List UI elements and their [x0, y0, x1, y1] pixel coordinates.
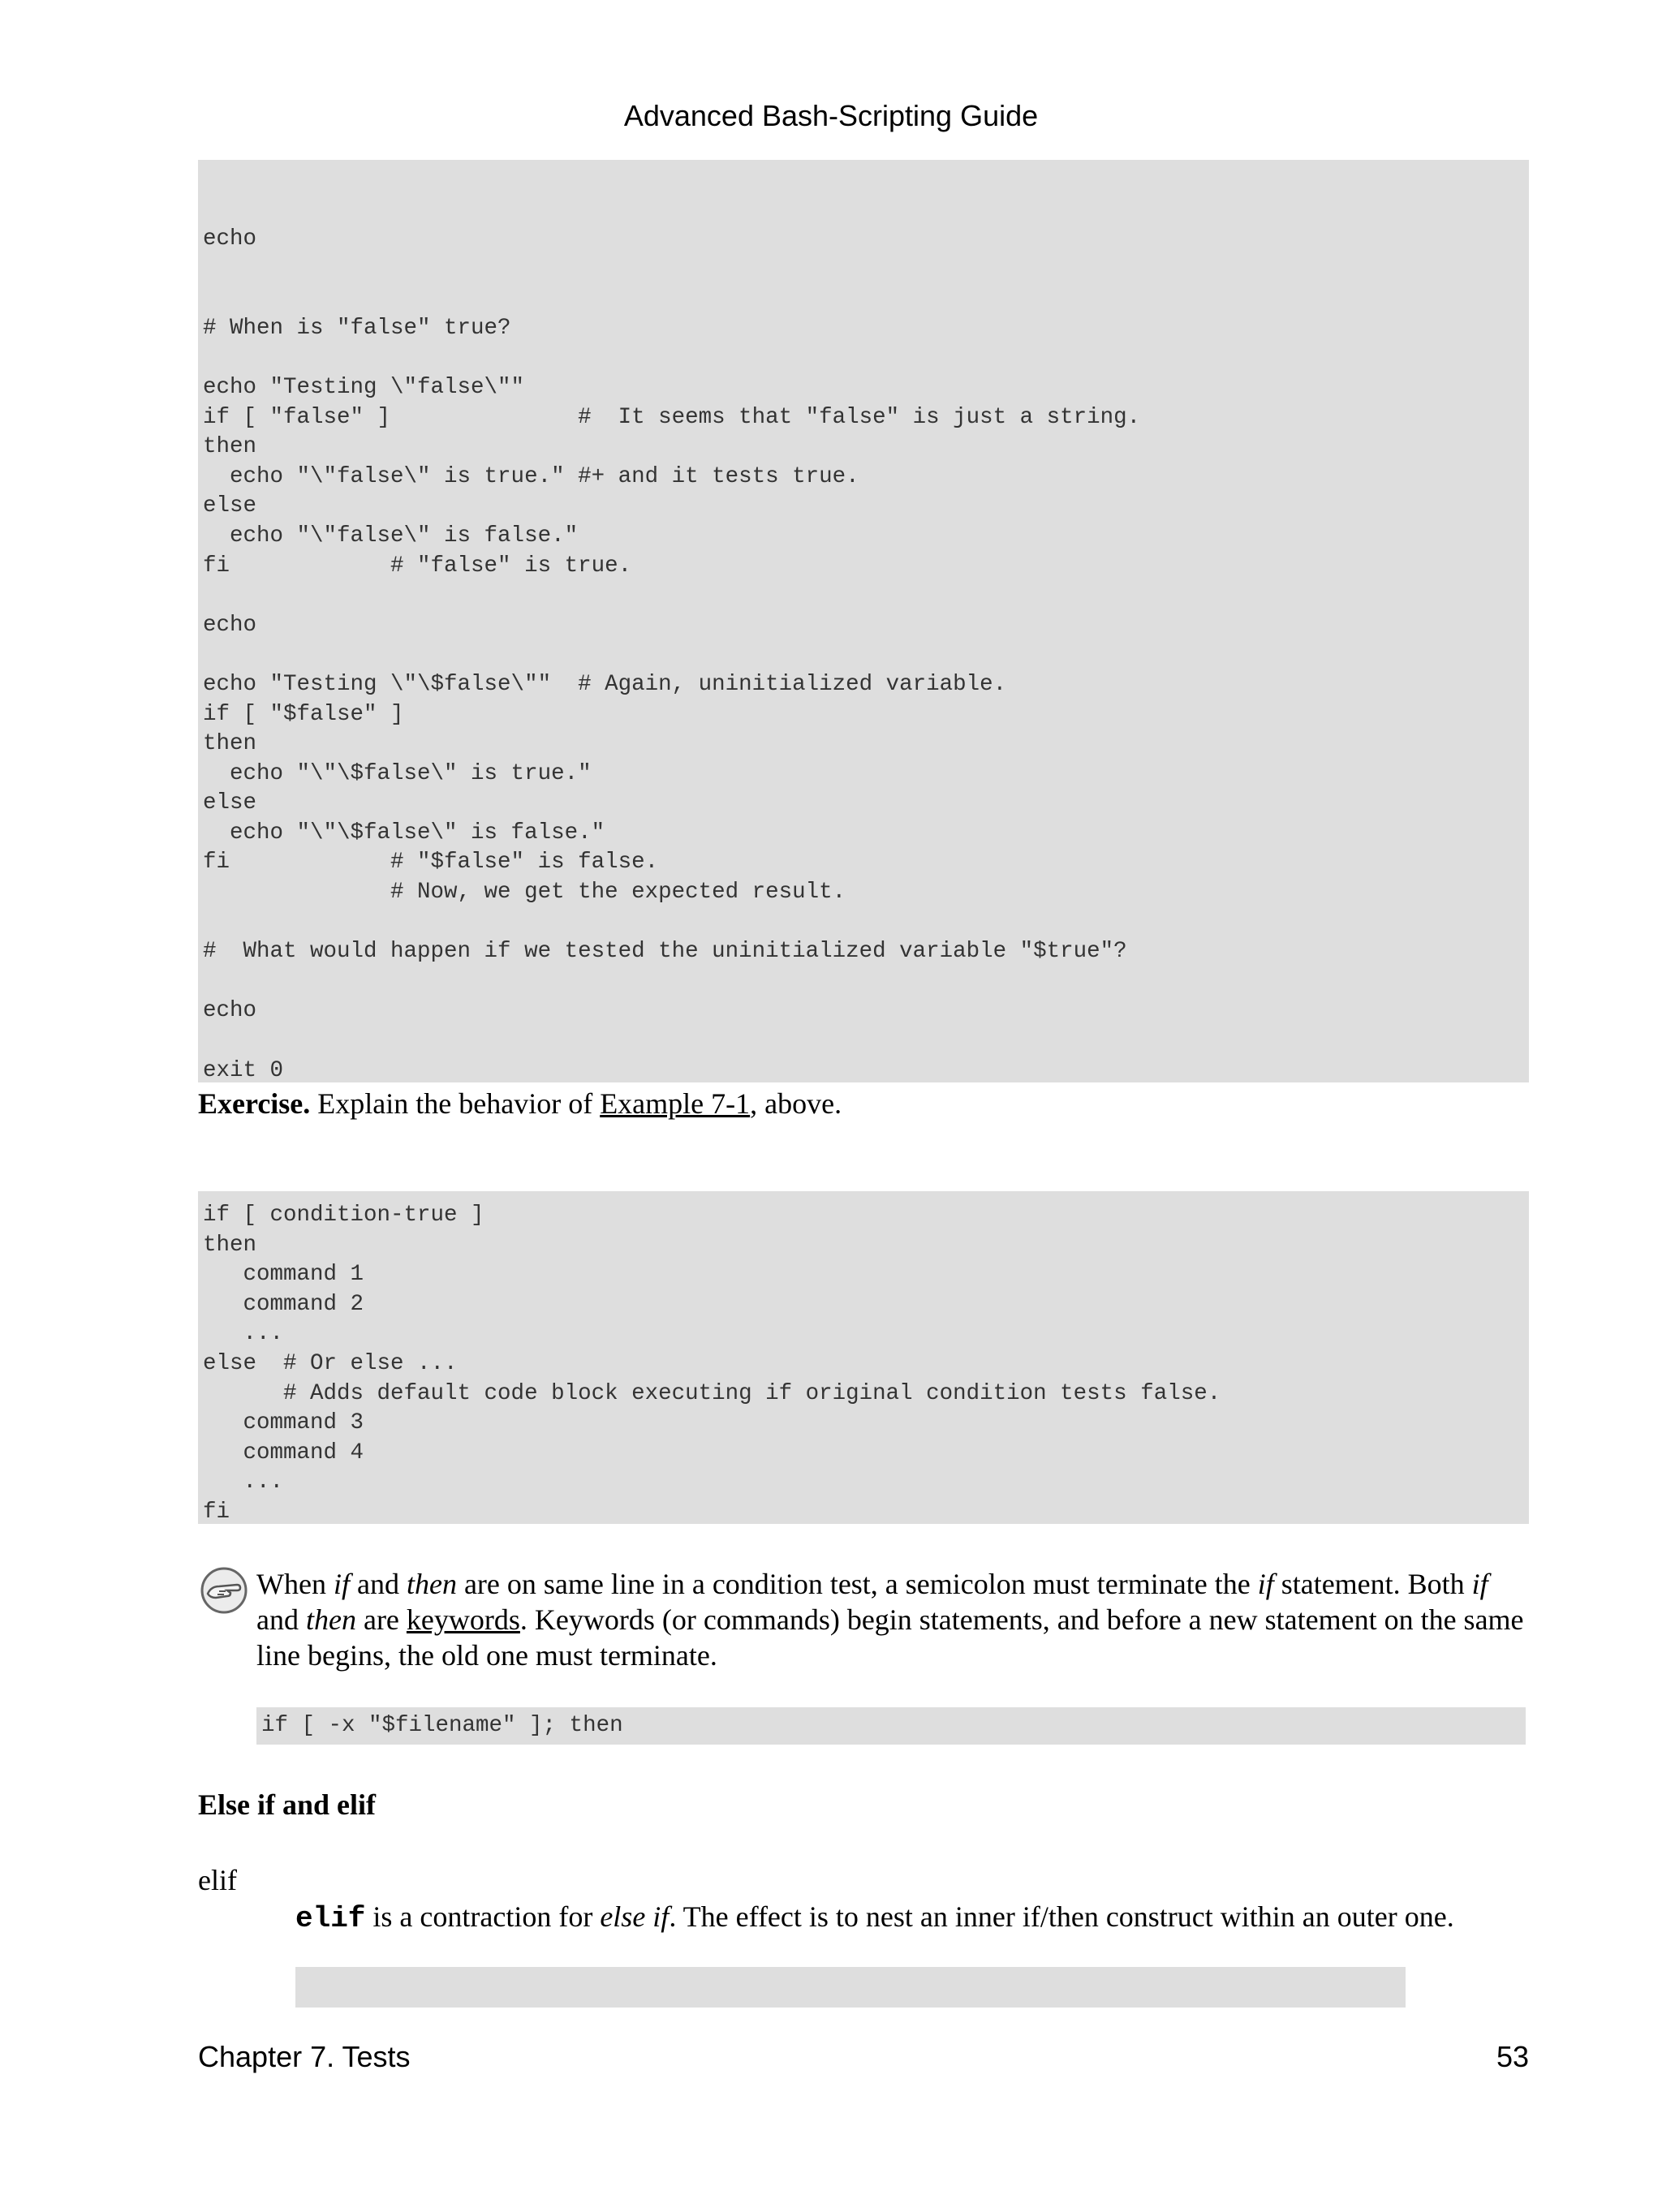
- note-text: statement. Both: [1273, 1568, 1472, 1600]
- note-text: When: [256, 1568, 334, 1600]
- exercise-paragraph: [198, 1086, 842, 1121]
- elif-text: is a contraction for: [365, 1900, 601, 1933]
- note-emphasis-if: if: [1471, 1568, 1488, 1600]
- elif-description: [295, 1899, 1529, 1937]
- code-block-semicolon-example: if [ -x "$filename" ]; then: [256, 1707, 1526, 1745]
- note-icon: [200, 1566, 248, 1615]
- footer-chapter: Chapter 7. Tests: [198, 2040, 411, 2073]
- note-emphasis-then: then: [305, 1603, 356, 1636]
- note-text: are: [355, 1603, 407, 1636]
- note-text: . Keywords (or commands) begin statements, and before a new statement on the same line begins, the old one must terminate.: [256, 1603, 1524, 1672]
- footer-page-number: 53: [1496, 2040, 1529, 2073]
- note-text: and: [349, 1568, 407, 1600]
- elif-emphasis: else if: [600, 1900, 670, 1933]
- elif-text: . The effect is to nest an inner if/then construct within an outer one.: [669, 1900, 1454, 1933]
- note-emphasis-then: then: [406, 1568, 457, 1600]
- note-emphasis-if: if: [1257, 1568, 1274, 1600]
- exercise-text: Explain the behavior of: [310, 1087, 601, 1120]
- exercise-text-end: , above.: [750, 1087, 842, 1120]
- code-block-elif-start: [295, 1967, 1406, 2008]
- note-text: are on same line in a condition test, a semicolon must terminate the: [456, 1568, 1258, 1600]
- code-block-false-test: echo # When is "false" true? echo "Testing \"false\"" if [ "false" ] # It seems that "false" is just a string. then echo "\"false\" is true." #+ and it tests true. else echo "\"false\" is false." fi # "false" is true. echo echo "Testing \"\$false\"" # Again, uninitialized variable. if [ "$false" ] then echo "\"\$false\" is true." else echo "\"\$false\" is false." fi # "$false" is false. # Now, we get the expected result. # What would happen if we tested the uninitialized variable "$true"? echo exit 0: [198, 160, 1529, 1082]
- keywords-link[interactable]: keywords: [406, 1603, 520, 1636]
- example-7-1-link[interactable]: Example 7-1: [600, 1087, 751, 1120]
- note-text: and: [256, 1603, 306, 1636]
- note-emphasis-if: if: [333, 1568, 350, 1600]
- note-paragraph: [256, 1566, 1529, 1673]
- page-header: Advanced Bash-Scripting Guide: [623, 99, 1039, 132]
- code-block-if-else: if [ condition-true ] then command 1 command 2 ... else # Or else ... # Adds default code block executing if original condition tests false. command 3 command 4 ... fi: [198, 1191, 1529, 1524]
- exercise-label: Exercise.: [198, 1087, 311, 1120]
- elif-keyword: elif: [295, 1902, 366, 1935]
- section-heading: Else if and elif: [198, 1788, 377, 1821]
- elif-term: elif: [198, 1864, 237, 1896]
